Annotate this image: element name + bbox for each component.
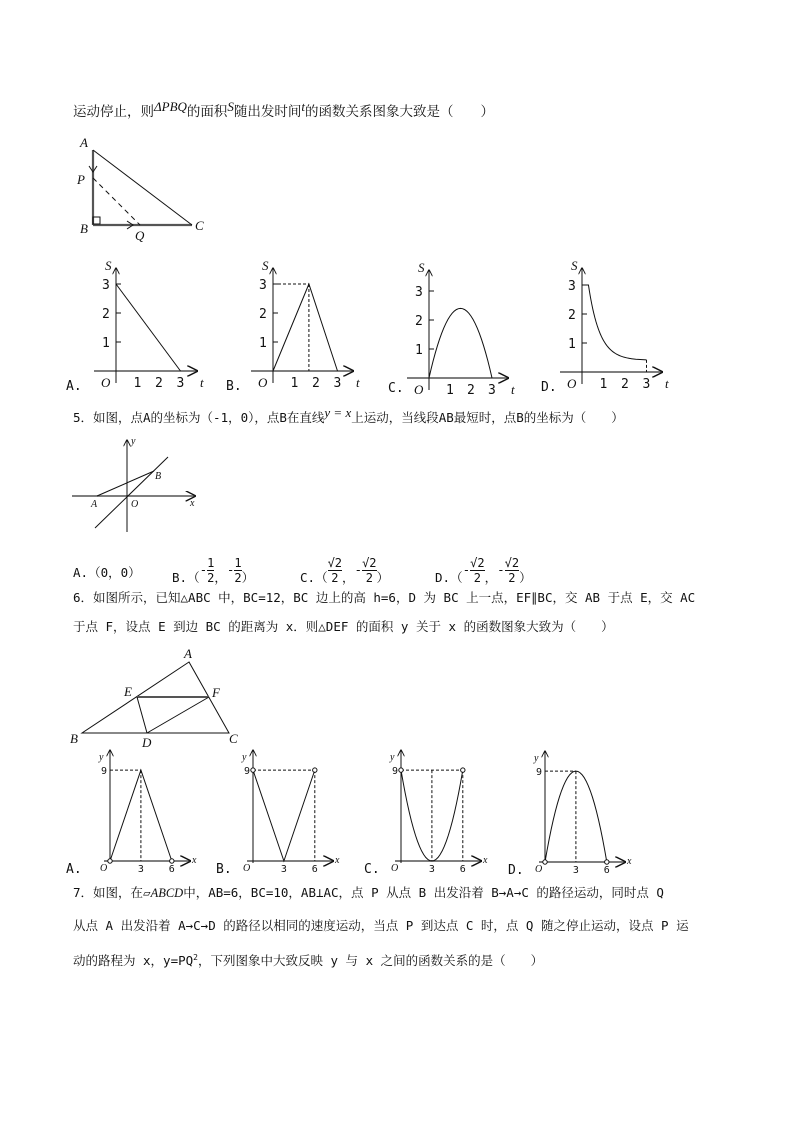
denominator: 2 xyxy=(470,570,484,585)
comma: ， xyxy=(484,570,498,585)
function-curve xyxy=(429,308,492,378)
paren: ） xyxy=(241,570,255,585)
segment-ed xyxy=(137,697,147,733)
axis-label-y: y xyxy=(534,753,539,765)
q4-triangle-figure xyxy=(89,150,192,229)
label-a: A xyxy=(91,499,98,510)
stem-text: 随出发时间 xyxy=(233,104,302,120)
axis-label-y: y xyxy=(390,752,395,764)
y-tick-label: 3 xyxy=(568,279,576,294)
numerator: 1 xyxy=(207,556,215,570)
label-q: Q xyxy=(135,228,145,243)
option-label: A. xyxy=(66,862,82,877)
axis-label-s: S xyxy=(262,258,269,273)
y-tick-label: 9 xyxy=(392,766,399,778)
y-tick-label: 9 xyxy=(244,766,251,778)
x-tick-label: 6 xyxy=(311,864,318,875)
y-tick-label: 2 xyxy=(102,307,110,322)
stem-text: 动的路程为 x，y=PQ xyxy=(73,953,194,969)
function-curve xyxy=(582,285,647,360)
label-a: A xyxy=(80,135,88,150)
denominator: 2 xyxy=(207,571,215,585)
y-tick-label: 3 xyxy=(259,278,267,293)
option-label: C. xyxy=(364,862,380,877)
minus-sign: - xyxy=(462,562,471,577)
axis-label-t: t xyxy=(200,375,204,390)
x-tick-label: 3 xyxy=(572,865,579,876)
paren: ） xyxy=(519,570,532,585)
denominator: 2 xyxy=(362,570,376,585)
origin-label: O xyxy=(391,863,399,874)
q7-stem-line-2: 从点 A 出发沿着 A→C→D 的路径以相同的速度运动，当点 P 到达点 C 时，点 Q 随之停止运动，设点 P 运 xyxy=(73,918,689,933)
option-label: B. xyxy=(172,570,188,585)
label-f: F xyxy=(212,685,220,700)
q6-stem-line-1: 6．如图所示，已知△ABC 中，BC=12，BC 边上的高 h=6，D 为 BC 上一点，EF∥BC，交 AB 于点 E，交 AC xyxy=(73,590,696,605)
axis-label-y: y xyxy=(99,752,104,764)
q6-graph-option-b xyxy=(216,750,340,877)
open-endpoint xyxy=(170,859,174,863)
stem-text: 的函数关系图象大致是（ ） xyxy=(305,104,495,120)
open-endpoint xyxy=(605,860,609,864)
x-tick-label: 1 xyxy=(133,376,142,391)
minus-sign: - xyxy=(354,562,363,577)
option-label: C. xyxy=(388,381,404,396)
y-tick-label: 1 xyxy=(568,337,576,352)
y-tick-label: 1 xyxy=(259,336,267,351)
x-tick-label: 2 xyxy=(467,383,475,398)
origin-label: O xyxy=(243,863,251,874)
x-tick-label: 2 xyxy=(621,377,629,392)
math-s: S xyxy=(227,99,234,114)
x-tick-label: 3 xyxy=(137,864,144,875)
y-tick-label: 3 xyxy=(102,278,110,293)
label-c: C xyxy=(195,218,204,233)
label-p: P xyxy=(77,172,85,187)
numerator: √2 xyxy=(362,556,377,570)
segment-ab xyxy=(97,471,154,496)
open-endpoint xyxy=(461,768,465,772)
option-label: D. xyxy=(435,570,451,585)
x-tick-label: 1 xyxy=(446,383,454,398)
x-tick-label: 2 xyxy=(312,376,320,391)
origin-label: O xyxy=(101,375,111,390)
axis-label-x: x xyxy=(190,498,195,509)
x-tick-label: 3 xyxy=(280,864,287,875)
x-tick-label: 3 xyxy=(488,383,496,398)
axis-label-s: S xyxy=(105,258,112,273)
option-label: C. xyxy=(300,570,316,585)
superscript: 2 xyxy=(193,953,198,962)
label-d: D xyxy=(142,735,152,750)
option-label: B. xyxy=(216,862,232,877)
y-tick-label: 9 xyxy=(536,767,543,779)
q4-graph-option-c xyxy=(388,260,515,398)
label-a: A xyxy=(184,646,192,661)
x-tick-label: 1 xyxy=(290,376,299,391)
axis-label-t: t xyxy=(511,382,515,397)
open-endpoint xyxy=(108,859,112,863)
denominator: 2 xyxy=(505,570,519,585)
stem-text: 的面积 xyxy=(186,104,228,120)
q6-stem-line-2: 于点 F，设点 E 到边 BC 的距离为 x．则△DEF 的面积 y 关于 x 的函数图象大致为（ ） xyxy=(73,619,614,634)
y-tick-label: 9 xyxy=(101,766,108,778)
paren: ） xyxy=(376,570,390,585)
open-endpoint xyxy=(399,768,403,772)
numerator: √2 xyxy=(470,556,485,570)
stem-text: ，下列图象中大致反映 y 与 x 之间的函数关系的是（ ） xyxy=(197,953,544,969)
denominator: 2 xyxy=(328,570,342,585)
option-label: A. xyxy=(66,379,82,394)
comma: ， xyxy=(214,570,227,585)
minus-sign: - xyxy=(226,562,235,577)
axis-label-x: x xyxy=(335,855,340,866)
x-tick-label: 2 xyxy=(155,376,163,391)
x-tick-label: 3 xyxy=(642,377,651,392)
numerator: 1 xyxy=(234,556,242,570)
open-endpoint xyxy=(313,768,317,772)
y-tick-label: 2 xyxy=(568,308,576,323)
math-line-eq: y = x xyxy=(324,405,352,420)
stem-text: 上运动，当线段AB最短时，点B的坐标为（ ） xyxy=(351,410,624,425)
q5-coordinate-figure xyxy=(72,440,195,532)
axis-label-t: t xyxy=(665,376,669,391)
x-tick-label: 6 xyxy=(459,864,466,875)
x-tick-label: 1 xyxy=(599,377,608,392)
side-ac xyxy=(93,150,192,225)
q6-graph-option-d xyxy=(508,751,632,878)
function-line xyxy=(116,284,181,371)
paren: （ xyxy=(187,570,200,585)
label-e: E xyxy=(124,684,132,699)
math-t: t xyxy=(301,99,306,114)
label-b: B xyxy=(70,731,78,746)
axis-label-t: t xyxy=(356,375,360,390)
origin-label: O xyxy=(100,863,108,874)
option-value: （0，0） xyxy=(88,565,141,580)
q4-graph-option-d xyxy=(541,258,669,395)
minus-sign: - xyxy=(199,562,208,577)
origin-label: O xyxy=(414,382,424,397)
x-tick-label: 3 xyxy=(333,376,342,391)
math-triangle-pbq: ΔPBQ xyxy=(154,99,187,114)
label-b: B xyxy=(155,471,162,482)
axis-label-y: y xyxy=(242,752,247,764)
origin-label: O xyxy=(535,864,543,875)
x-tick-label: 3 xyxy=(176,376,185,391)
axis-label-x: x xyxy=(192,855,197,866)
axis-label-x: x xyxy=(627,856,632,867)
origin-label: O xyxy=(567,376,577,391)
y-tick-label: 3 xyxy=(415,285,423,300)
stem-text: 5．如图，点A的坐标为（-1，0），点B在直线 xyxy=(73,410,325,425)
numerator: √2 xyxy=(327,556,343,570)
function-graph xyxy=(253,770,315,861)
denominator: 2 xyxy=(234,571,242,585)
option-label: A. xyxy=(73,565,89,580)
option-label: D. xyxy=(541,380,557,395)
comma: ， xyxy=(342,570,355,585)
origin-label: O xyxy=(258,375,268,390)
paren: （ xyxy=(450,570,463,585)
math-abcd: ABCD xyxy=(150,886,184,900)
y-tick-label: 1 xyxy=(102,336,110,351)
label-b: B xyxy=(80,221,88,236)
x-tick-label: 6 xyxy=(168,864,175,875)
open-endpoint xyxy=(251,768,255,772)
label-o: O xyxy=(131,499,139,510)
paren: （ xyxy=(315,570,328,585)
axis-label-y: y xyxy=(131,436,136,447)
option-label: D. xyxy=(508,863,524,878)
q6-graph-option-a xyxy=(66,750,197,877)
q4-graph-option-b xyxy=(226,258,360,394)
axis-label-x: x xyxy=(483,855,488,866)
function-line xyxy=(273,284,338,371)
q6-graph-option-c xyxy=(364,750,488,877)
x-tick-label: 3 xyxy=(428,864,435,875)
axis-label-s: S xyxy=(418,260,425,275)
q6-triangle-figure xyxy=(82,662,229,733)
axis-label-s: S xyxy=(571,258,578,273)
label-c: C xyxy=(229,731,238,746)
y-tick-label: 2 xyxy=(415,314,423,329)
minus-sign: - xyxy=(497,562,505,577)
y-tick-label: 1 xyxy=(415,343,423,358)
numerator: √2 xyxy=(504,556,520,570)
y-tick-label: 2 xyxy=(259,307,267,322)
open-endpoint xyxy=(543,860,547,864)
q4-graph-option-a xyxy=(66,258,204,394)
x-tick-label: 6 xyxy=(603,865,610,876)
stem-text: 7．如图，在▱ xyxy=(73,885,151,900)
segment-fd xyxy=(147,697,209,733)
stem-text: 中，AB=6，BC=10，AB⊥AC，点 P 从点 B 出发沿着 B→A→C 的路径运动，同时点 Q xyxy=(183,885,664,900)
stem-text: 运动停止，则 xyxy=(73,104,154,120)
option-label: B. xyxy=(226,379,242,394)
